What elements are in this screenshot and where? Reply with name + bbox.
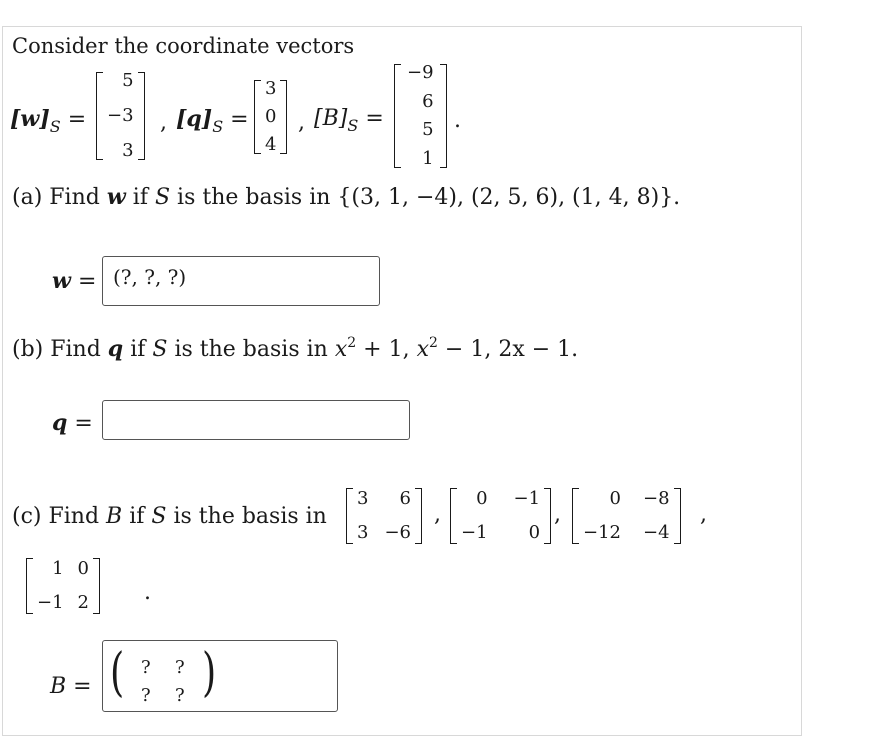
q-answer-label: q =	[52, 410, 93, 436]
B-answer-label: B =	[50, 674, 92, 699]
matrix-entry: 3	[357, 522, 369, 543]
q-answer-input[interactable]	[102, 400, 410, 440]
B-coordinate-vector	[394, 64, 447, 168]
matrix-entry: −1	[513, 488, 541, 509]
w-coordinate-vector	[96, 72, 145, 160]
w-answer-value: (?, ?, ?)	[113, 265, 187, 289]
B-entry: −9	[407, 62, 434, 83]
basis-matrix-2	[450, 488, 551, 544]
w-entry: −3	[107, 105, 134, 126]
right-paren-icon: )	[202, 643, 217, 703]
matrix-entry: −6	[384, 522, 411, 543]
basis-matrix-3	[572, 488, 681, 544]
q-entry: 3	[265, 78, 277, 99]
separator: .	[454, 108, 461, 133]
matrix-entry: 1	[52, 558, 64, 579]
part-b-question: (b) Find q if S is the basis in $x^2 + 1$, $x^2 - 1$, 2x − 1.	[12, 335, 579, 362]
matrix-entry: 0	[77, 558, 89, 579]
w-entry: 3	[122, 140, 134, 161]
matrix-entry: 0	[609, 488, 621, 509]
matrix-entry: 2	[77, 592, 89, 613]
basis-matrix-4	[26, 558, 100, 614]
matrix-entry: 6	[399, 488, 411, 509]
B-answer-cell: ?	[175, 657, 185, 678]
B-entry: 6	[422, 90, 434, 112]
matrix-entry: −1	[461, 522, 488, 543]
matrix-entry: −8	[643, 488, 670, 509]
w-answer-input[interactable]	[102, 256, 380, 306]
basis-matrix-1	[346, 488, 422, 544]
B-answer-cell: ?	[141, 685, 151, 706]
q-coordinate-label: $[q]_S$ =	[176, 106, 249, 136]
B-entry: 5	[422, 119, 434, 141]
B-coordinate-label: $[B]_S$ =	[314, 106, 384, 135]
separator: ,	[700, 502, 707, 527]
w-answer-label: w =	[52, 268, 97, 294]
left-paren-icon: (	[110, 643, 125, 703]
matrix-entry: −4	[643, 522, 670, 543]
separator: ,	[160, 110, 167, 135]
matrix-entry: −12	[583, 522, 621, 543]
q-coordinate-vector	[254, 80, 287, 154]
separator: ,	[434, 502, 441, 527]
separator: ,	[554, 502, 561, 527]
B-answer-input[interactable]	[102, 640, 338, 712]
matrix-entry: 0	[528, 522, 541, 543]
matrix-entry: −1	[37, 592, 64, 613]
w-entry: 5	[122, 70, 134, 91]
w-coordinate-label: $[w]_S$ =	[10, 106, 87, 136]
matrix-entry: 3	[357, 488, 369, 509]
B-answer-cell: ?	[141, 657, 151, 678]
part-c-question: (c) Find B if S is the basis in	[12, 504, 327, 529]
q-entry: 0	[265, 106, 277, 127]
separator: ,	[298, 110, 305, 135]
intro-text: Consider the coordinate vectors	[12, 34, 355, 58]
matrix-entry: 0	[476, 488, 488, 509]
B-answer-cell: ?	[175, 685, 185, 706]
part-a-question: (a) Find w if S is the basis in {(3, 1, −4), (2, 5, 6), (1, 4, 8)}.	[12, 184, 681, 210]
q-entry: 4	[265, 134, 277, 155]
B-entry: 1	[422, 147, 434, 169]
separator: .	[144, 580, 151, 605]
